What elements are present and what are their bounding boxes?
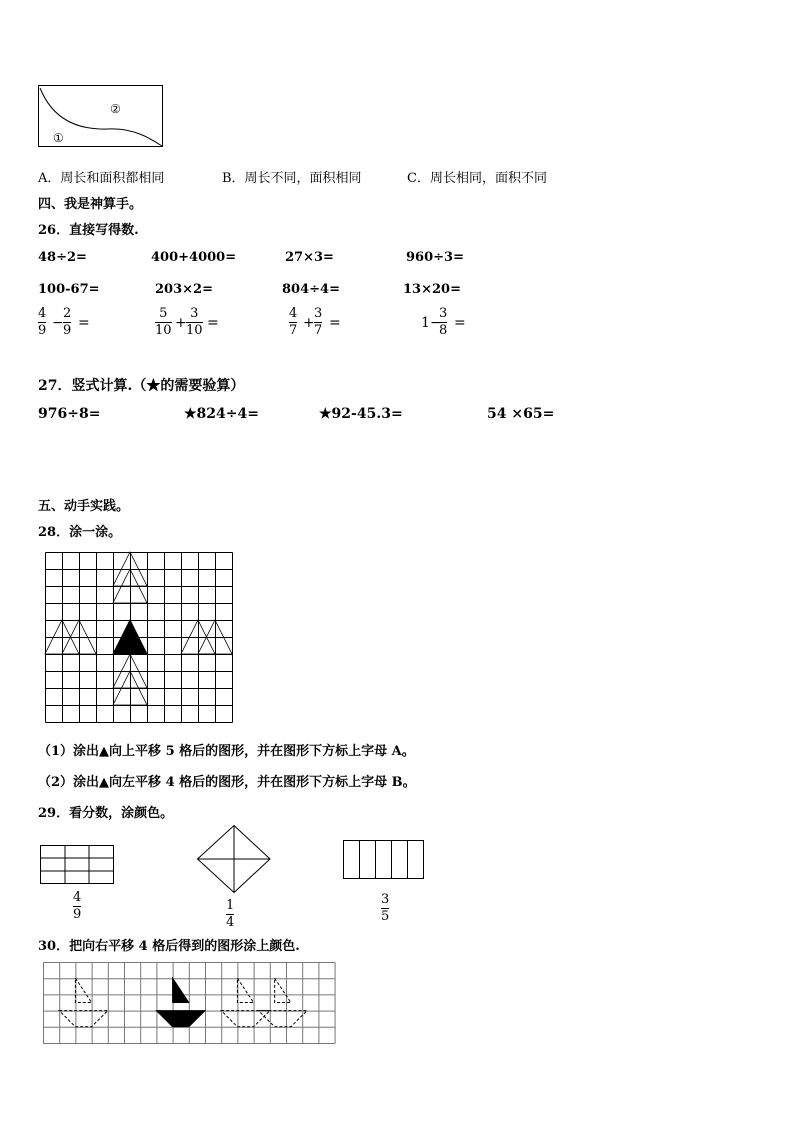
q28-title: 28．涂一涂。 xyxy=(38,525,122,540)
region-label-2: ② xyxy=(110,102,121,116)
dashed-boat-1-sail xyxy=(75,978,91,1002)
q29-diamond-4-parts xyxy=(197,825,271,893)
q26-r1-c3: 27×3= xyxy=(285,250,334,265)
q30-title: 30．把向右平移 4 格后得到的图形涂上颜色. xyxy=(38,939,300,954)
q26-r2-c3: 804÷4= xyxy=(282,282,340,297)
frac-2-op: + xyxy=(175,315,187,331)
dashed-boat-1-hull xyxy=(59,1011,108,1027)
q26-r2-c2: 203×2= xyxy=(155,282,213,297)
dashed-boat-2-hull xyxy=(221,1011,270,1027)
dashed-boat-2-sail xyxy=(237,978,253,1002)
frac-2a: 5 10 xyxy=(155,306,172,338)
frac-2-eq: = xyxy=(207,315,219,331)
filled-boat-hull xyxy=(156,1011,205,1027)
section-4-heading: 四、我是神算手。 xyxy=(38,197,143,212)
filled-boat-sail xyxy=(173,978,189,1002)
q28-grid xyxy=(45,552,235,720)
q26-r1-c4: 960÷3= xyxy=(406,250,464,265)
q26-title: 26．直接写得数. xyxy=(38,223,139,238)
q29-frac-2: 1 4 xyxy=(226,898,235,930)
option-a[interactable]: A．周长和面积都相同 xyxy=(38,171,165,186)
q29-frac-3: 3 5 xyxy=(381,892,390,924)
frac-3b: 3 7 xyxy=(314,306,323,338)
section-5-heading: 五、动手实践。 xyxy=(38,499,130,514)
frac-3-eq: = xyxy=(329,315,341,331)
q26-r1-c1: 48÷2= xyxy=(38,250,87,265)
q26-r1-c2: 400+4000= xyxy=(151,250,237,265)
option-c[interactable]: C．周长相同，面积不同 xyxy=(407,171,547,186)
frac-1a: 4 9 xyxy=(38,306,47,338)
q29-title: 29．看分数，涂颜色。 xyxy=(38,806,174,821)
dashed-boat-3-sail xyxy=(275,978,291,1002)
q29-rectangle-5-parts xyxy=(343,840,425,880)
frac-4-op: − xyxy=(430,315,442,331)
frac-4-eq: = xyxy=(454,315,466,331)
q27-item-3: ★92-45.3= xyxy=(319,406,403,422)
q26-r2-c1: 100-67= xyxy=(38,282,100,297)
frac-3a: 4 7 xyxy=(289,306,298,338)
q29-rectangle-9-parts xyxy=(40,845,115,885)
q26-r2-c4: 13×20= xyxy=(403,282,461,297)
q27-item-1: 976÷8= xyxy=(38,406,101,422)
q29-frac-1: 4 9 xyxy=(73,890,82,922)
frac-3-op: + xyxy=(303,315,315,331)
q28-instruction-1: （1）涂出▲向上平移 5 格后的图形，并在图形下方标上字母 A。 xyxy=(38,744,415,759)
q27-title: 27．竖式计算.（★的需要验算） xyxy=(38,378,245,394)
frac-2b: 3 10 xyxy=(186,306,203,338)
q27-item-2: ★824÷4= xyxy=(184,406,259,422)
dashed-boat-3-hull xyxy=(258,1011,307,1027)
q27-item-4: 54 ×65= xyxy=(487,406,555,422)
frac-1b: 2 9 xyxy=(63,306,72,338)
q30-grid xyxy=(43,962,333,1037)
option-b[interactable]: B．周长不同，面积相同 xyxy=(222,171,362,186)
frac-1-op: − xyxy=(52,315,64,331)
q28-instruction-2: （2）涂出▲向左平移 4 格后的图形，并在图形下方标上字母 B。 xyxy=(38,775,416,790)
frac-4b: 3 8 xyxy=(439,306,448,338)
frac-4-whole: 1 xyxy=(421,315,430,331)
region-label-1: ① xyxy=(53,131,64,145)
frac-1-eq: = xyxy=(78,315,90,331)
